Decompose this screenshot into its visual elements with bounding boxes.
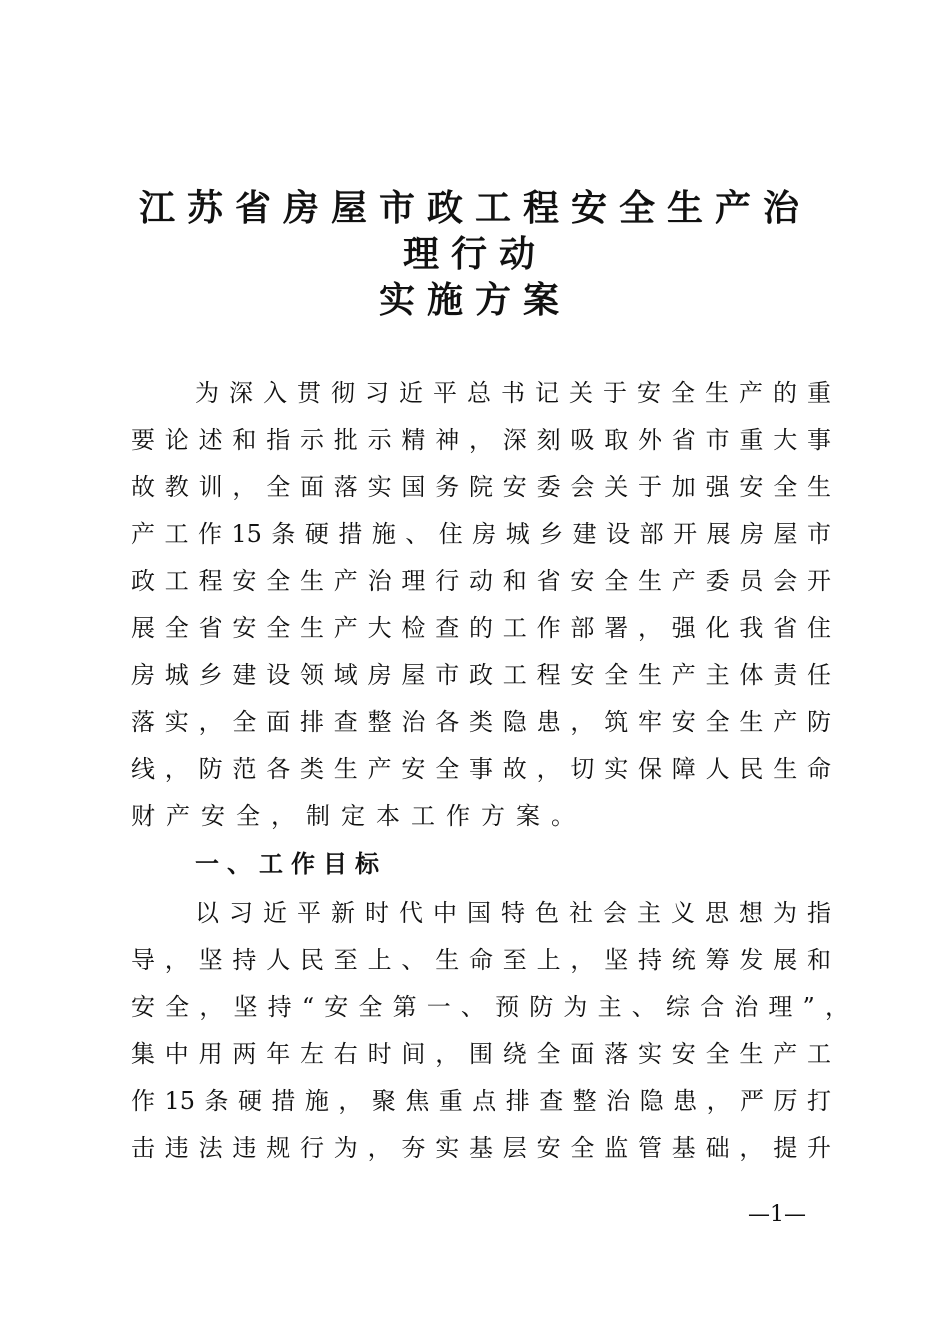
paragraph-line: 作15条硬措施，聚焦重点排查整治隐患，严厉打 bbox=[131, 1087, 831, 1115]
paragraph-line: 导，坚持人民至上、生命至上，坚持统筹发展和 bbox=[131, 946, 831, 974]
document-title-line-1: 江苏省房屋市政工程安全生产治 bbox=[138, 187, 811, 229]
paragraph-line: 集中用两年左右时间，围绕全面落实安全生产工 bbox=[131, 1040, 831, 1068]
document-title-line-3: 实施方案 bbox=[378, 279, 571, 321]
paragraph-line: 以习近平新时代中国特色社会主义思想为指 bbox=[195, 899, 831, 927]
paragraph-line: 击违法违规行为，夯实基层安全监管基础，提升 bbox=[131, 1134, 831, 1162]
paragraph-line: 财产安全，制定本工作方案。 bbox=[131, 802, 586, 830]
paragraph-line: 要论述和指示批示精神，深刻吸取外省市重大事 bbox=[131, 426, 831, 454]
paragraph-line: 线，防范各类生产安全事故，切实保障人民生命 bbox=[131, 755, 831, 783]
page-number: —1— bbox=[748, 1202, 806, 1227]
paragraph-line: 产工作15条硬措施、住房城乡建设部开展房屋市 bbox=[131, 520, 831, 548]
paragraph-line: 落实，全面排查整治各类隐患，筑牢安全生产防 bbox=[131, 708, 831, 736]
paragraph-line: 房城乡建设领域房屋市政工程安全生产主体责任 bbox=[131, 661, 831, 689]
document-title-line-2: 理行动 bbox=[402, 233, 547, 275]
paragraph-line: 故教训，全面落实国务院安委会关于加强安全生 bbox=[131, 473, 831, 501]
paragraph-line: 为深入贯彻习近平总书记关于安全生产的重 bbox=[195, 379, 831, 407]
section-heading-work-goals: 一、工作目标 bbox=[195, 850, 387, 878]
paragraph-line: 展全省安全生产大检查的工作部署，强化我省住 bbox=[131, 614, 831, 642]
paragraph-line: 政工程安全生产治理行动和省安全生产委员会开 bbox=[131, 567, 831, 595]
paragraph-line: 安全，坚持“安全第一、预防为主、综合治理”， bbox=[131, 993, 849, 1021]
